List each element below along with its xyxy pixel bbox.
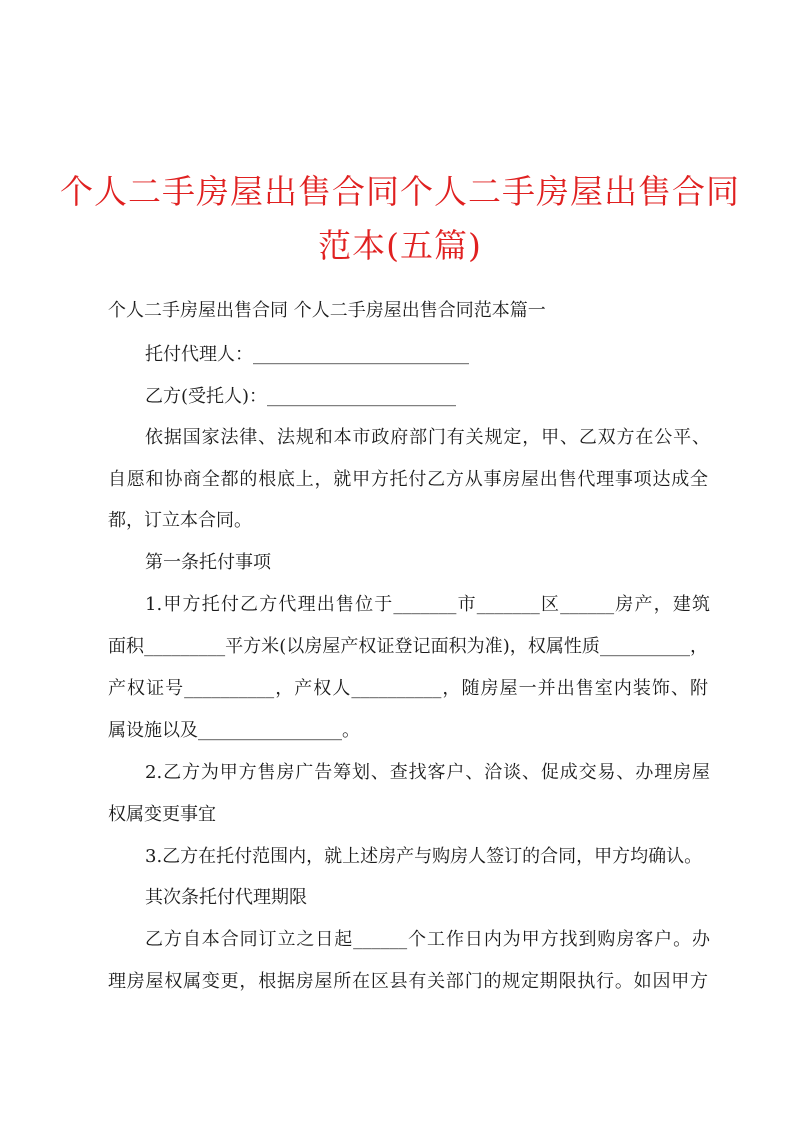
paragraph-line: 面积_________平方米(以房屋产权证登记面积为准)，权属性质__________， xyxy=(108,636,708,657)
paragraph-line: 3.乙方在托付范围内，就上述房产与购房人签订的合同，甲方均确认。 xyxy=(145,846,703,867)
paragraph-line: 属设施以及________________。 xyxy=(108,720,360,741)
paragraph-line: 都，订立本合同。 xyxy=(108,510,252,531)
paragraph-line: 权属变更事宜 xyxy=(108,804,216,825)
document-title-line-1: 个人二手房屋出售合同个人二手房屋出售合同 xyxy=(60,172,740,211)
paragraph-line: 依据国家法律、法规和本市政府部门有关规定，甲、乙双方在公平、 xyxy=(145,427,710,448)
section-heading-1: 个人二手房屋出售合同 个人二手房屋出售合同范本篇一 xyxy=(108,300,546,321)
paragraph-line: 乙方自本合同订立之日起______个工作日内为甲方找到购房客户。办 xyxy=(145,929,710,950)
paragraph-line: 1.甲方托付乙方代理出售位于_______市_______区______房产，建筑 xyxy=(145,594,710,615)
party-b-field: 乙方(受托人)：_____________________ xyxy=(145,386,457,407)
document-title-line-2: 范本(五篇) xyxy=(318,226,482,265)
agent-field: 托付代理人：________________________ xyxy=(145,344,469,365)
paragraph-line: 2.乙方为甲方售房广告筹划、查找客户、洽谈、促成交易、办理房屋 xyxy=(145,762,710,783)
paragraph-line: 产权证号__________，产权人__________，随房屋一并出售室内装饰、附 xyxy=(108,678,708,699)
paragraph-line: 理房屋权属变更，根据房屋所在区县有关部门的规定期限执行。如因甲方 xyxy=(108,971,708,992)
article-heading-1: 第一条托付事项 xyxy=(145,552,271,573)
article-heading-2: 其次条托付代理期限 xyxy=(145,887,307,908)
paragraph-line: 自愿和协商全都的根底上，就甲方托付乙方从事房屋出售代理事项达成全 xyxy=(108,469,708,490)
